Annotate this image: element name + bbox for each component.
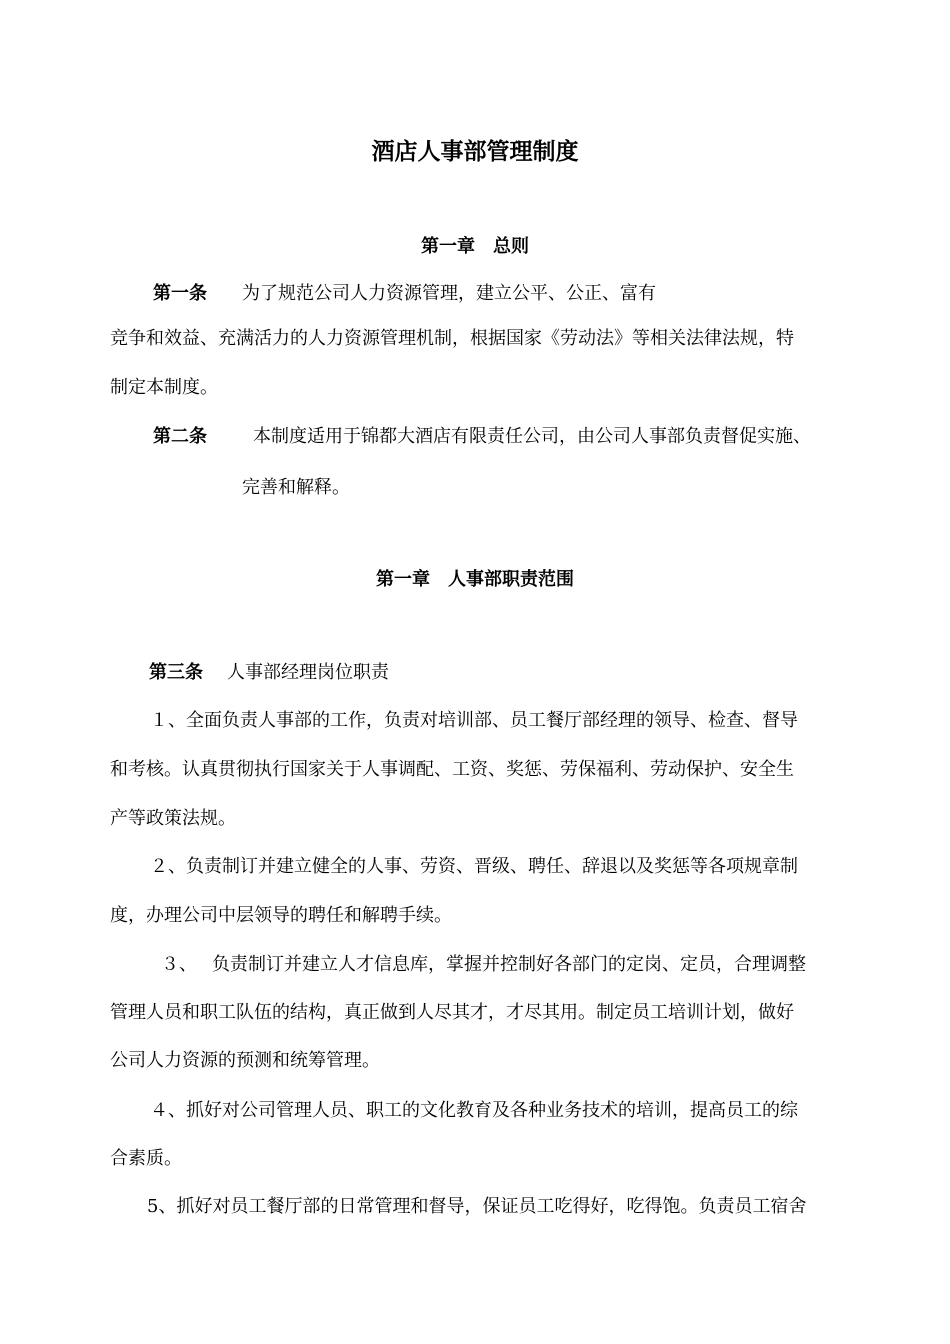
article-2-line-1: 本制度适用于锦都大酒店有限责任公司，由公司人事部负责督促实施、	[253, 426, 811, 447]
chapter-heading-general: 第一章 总则	[421, 236, 529, 257]
article-1-line-2: 竞争和效益、充满活力的人力资源管理机制，根据国家《劳动法》等相关法律法规，特	[110, 328, 794, 349]
item-4-line-2: 合素质。	[110, 1148, 182, 1169]
article-1-line-1: 为了规范公司人力资源管理，建立公平、公正、富有	[242, 283, 656, 304]
chapter-heading-responsibilities: 第一章 人事部职责范围	[376, 569, 574, 590]
item-5-line-1: 5、抓好对员工餐厅部的日常管理和督导，保证员工吃得好，吃得饱。负责员工宿舍	[147, 1196, 807, 1217]
article-1-line-3: 制定本制度。	[110, 377, 218, 398]
item-3-line-3: 公司人力资源的预测和统筹管理。	[110, 1050, 380, 1071]
item-1-line-2: 和考核。认真贯彻执行国家关于人事调配、工资、奖惩、劳保福利、劳动保护、安全生	[110, 759, 794, 780]
item-2-line-1: ２、负责制订并建立健全的人事、劳资、晋级、聘任、辞退以及奖惩等各项规章制	[150, 856, 798, 877]
item-3-line-2: 管理人员和职工队伍的结构，真正做到人尽其才，才尽其用。制定员工培训计划，做好	[110, 1002, 794, 1023]
item-1-line-1: １、全面负责人事部的工作，负责对培训部、员工餐厅部经理的领导、检查、督导	[150, 710, 798, 731]
item-4-line-1: ４、抓好对公司管理人员、职工的文化教育及各种业务技术的培训，提高员工的综	[150, 1100, 798, 1121]
item-1-line-3: 产等政策法规。	[110, 808, 236, 829]
article-2-label: 第二条	[153, 426, 207, 447]
document-title: 酒店人事部管理制度	[371, 138, 579, 165]
article-3-text: 人事部经理岗位职责	[227, 662, 389, 683]
article-3-label: 第三条	[149, 662, 203, 683]
item-2-line-2: 度，办理公司中层领导的聘任和解聘手续。	[110, 905, 452, 926]
article-1-label: 第一条	[153, 283, 207, 304]
item-3-line-1: 负责制订并建立人才信息库，掌握并控制好各部门的定岗、定员，合理调整	[212, 954, 806, 975]
item-3-number: ３、	[161, 954, 197, 975]
article-2-line-2: 完善和解释。	[242, 477, 350, 498]
